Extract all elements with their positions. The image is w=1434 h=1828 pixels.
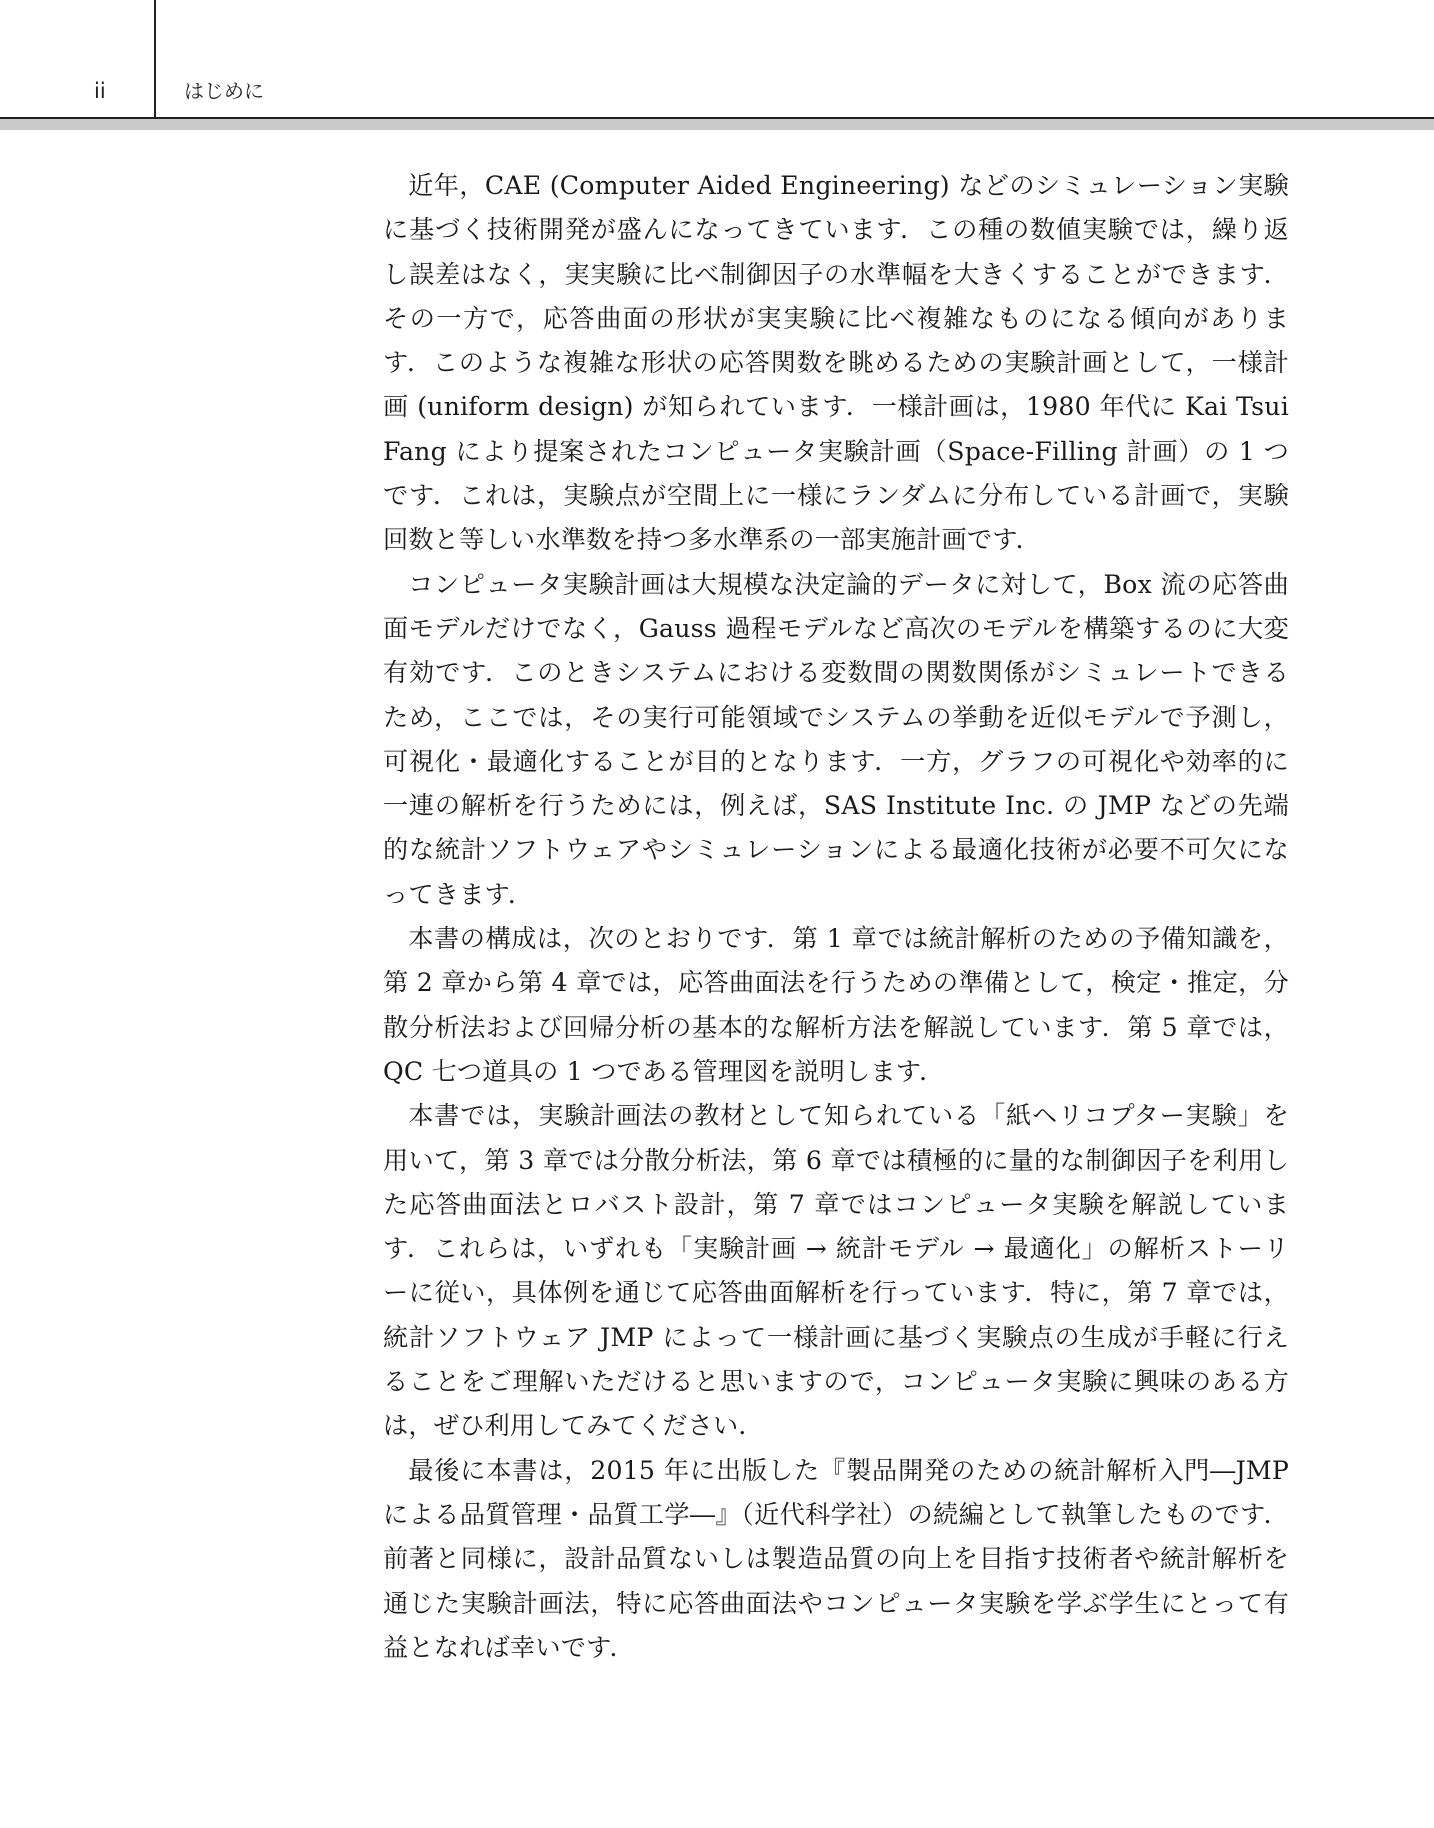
paragraph-5: 最後に本書は，2015 年に出版した『製品開発のための統計解析入門―JMP による品質管理・品質工学―』（近代科学社）の続編として執筆したものです．前著と同様に，設計品質ないしは製造品質の向上を目指す技術者や統計解析を通じた実験計画法，特に応答曲面法やコンピュータ実験を学ぶ学生にとって有益となれば幸いです． xyxy=(383,1455,1289,1662)
body-text xyxy=(383,164,1289,1670)
paragraph-3: 本書の構成は，次のとおりです．第 1 章では統計解析のための予備知識を，第 2 章から第 4 章では，応答曲面法を行うための準備として，検定・推定，分散分析法および回帰分析の基本的な解析方法を解説しています．第 5 章では，QC 七つ道具の 1 つである管理図を説明します． xyxy=(383,924,1289,1086)
paragraph-2: コンピュータ実験計画は大規模な決定論的データに対して，Box 流の応答曲面モデルだけでなく，Gauss 過程モデルなど高次のモデルを構築するのに大変有効です．このときシステムにおける変数間の関数関係がシミュレートできるため，ここでは，その実行可能領域でシステムの挙動を近似モデルで予測し，可視化・最適化することが目的となります．一方，グラフの可視化や効率的に一連の解析を行うためには，例えば，SAS Institute Inc. の JMP などの先端的な統計ソフトウェアやシミュレーションによる最適化技術が必要不可欠になってきます． xyxy=(383,569,1289,909)
running-head: はじめに xyxy=(184,79,264,103)
paragraph-1: 近年，CAE (Computer Aided Engineering) などのシミュレーション実験に基づく技術開発が盛んになってきています．この種の数値実験では，繰り返し誤差はなく，実実験に比べ制御因子の水準幅を大きくすることができます．その一方で，応答曲面の形状が実実験に比べ複雑なものになる傾向があります．このような複雑な形状の応答関数を眺めるための実験計画として，一様計画 (uniform design) が知られています．一様計画は，1980 年代に Kai Tsui Fang により提案されたコンピュータ実験計画（Space-Filling 計画）の 1 つです．これは，実験点が空間上に一様にランダムに分布している計画で，実験回数と等しい水準数を持つ多水準系の一部実施計画です． xyxy=(383,171,1289,555)
header-divider-vertical xyxy=(154,0,156,118)
page-header xyxy=(0,0,1434,120)
header-gray-band xyxy=(0,119,1434,130)
page-number: ii xyxy=(94,79,106,103)
paragraph-4: 本書では，実験計画法の教材として知られている「紙ヘリコプター実験」を用いて，第 3 章では分散分析法，第 6 章では積極的に量的な制御因子を利用した応答曲面法とロバスト設計，第 7 章ではコンピュータ実験を解説しています．これらは，いずれも「実験計画 → 統計モデル → 最適化」の解析ストーリーに従い，具体例を通じて応答曲面解析を行っています．特に，第 7 章では，統計ソフトウェア JMP によって一様計画に基づく実験点の生成が手軽に行えることをご理解いただけると思いますので，コンピュータ実験に興味のある方は，ぜひ利用してみてください． xyxy=(383,1101,1289,1441)
